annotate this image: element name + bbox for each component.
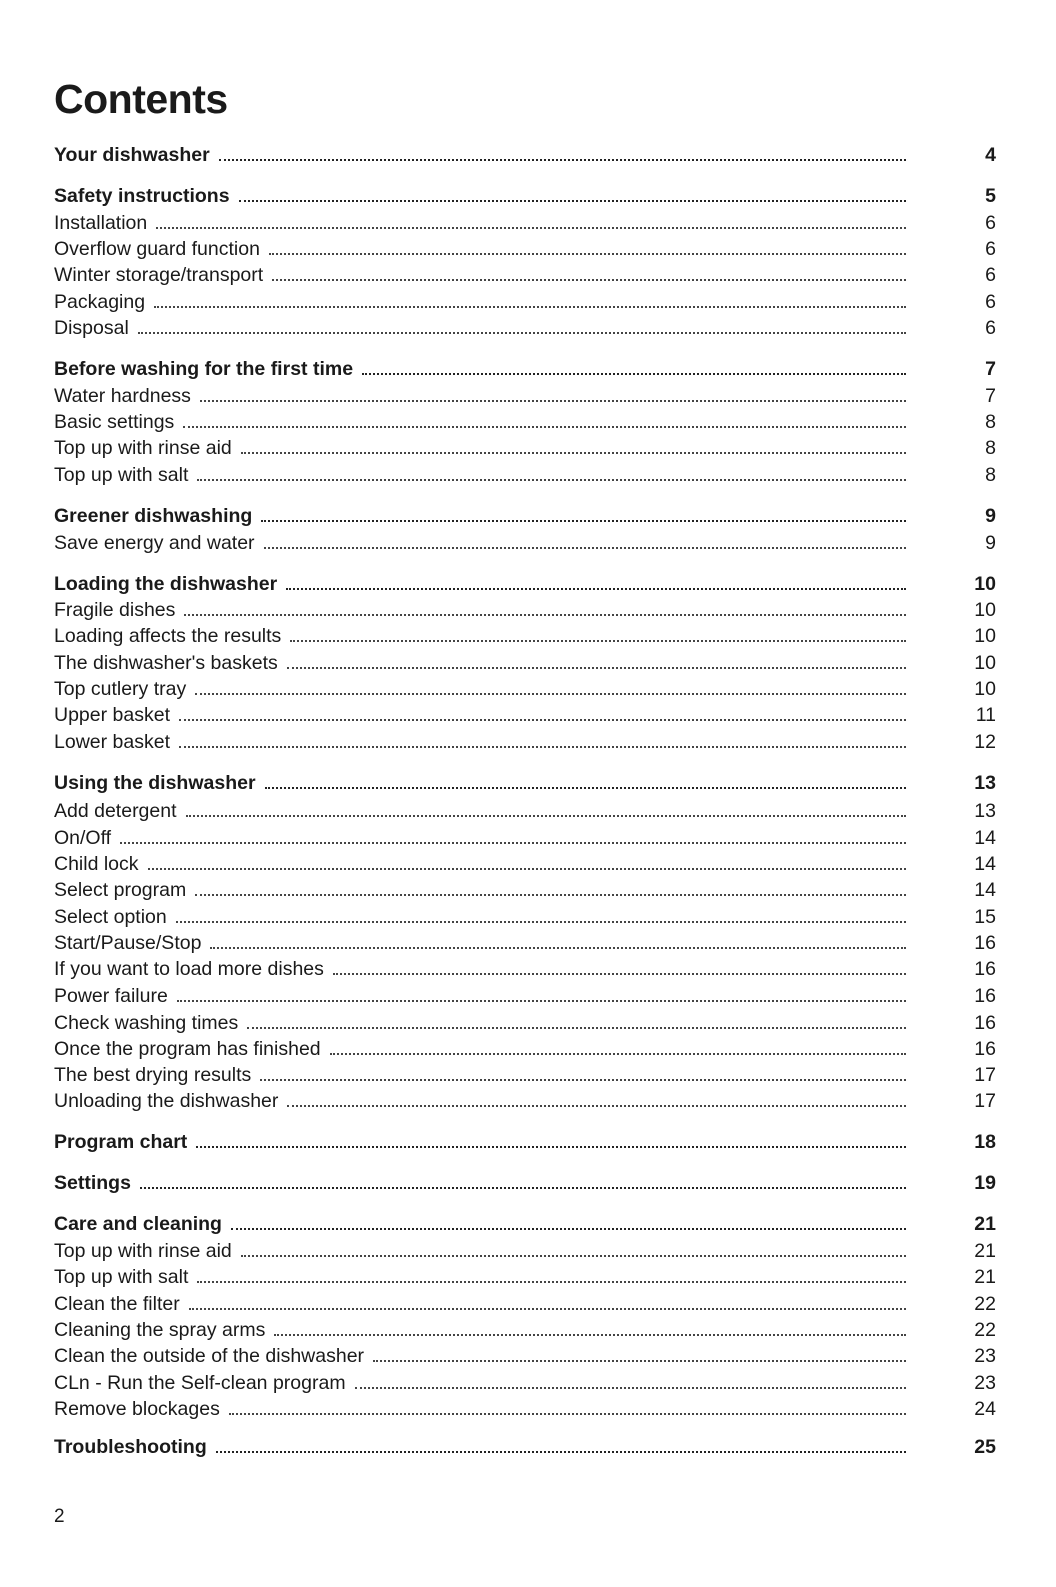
footer-page-number: 2	[54, 1506, 65, 1527]
toc-entry-page-number: 10	[974, 625, 996, 647]
dot-leader	[196, 1146, 906, 1148]
toc-entry-page-number: 4	[985, 144, 996, 166]
toc-entry-page-number: 18	[974, 1131, 996, 1153]
toc-entry	[54, 462, 996, 488]
toc-entry-label: Loading affects the results	[54, 625, 282, 647]
toc-entry	[54, 315, 996, 341]
toc-entry-label: Clean the filter	[54, 1293, 180, 1315]
toc-entry-page-number: 7	[985, 358, 996, 380]
toc-entry-label: Care and cleaning	[54, 1213, 222, 1235]
toc-entry-label: Child lock	[54, 853, 139, 875]
toc-section-entry	[54, 1170, 996, 1196]
toc-entry-page-number: 13	[974, 772, 996, 794]
toc-entry	[54, 1317, 996, 1343]
dot-leader	[239, 200, 906, 202]
toc-entry-label: Top up with rinse aid	[54, 1240, 232, 1262]
dot-leader	[176, 921, 906, 923]
toc-entry-label: Power failure	[54, 985, 168, 1007]
dot-leader	[154, 306, 906, 308]
dot-leader	[216, 1451, 906, 1453]
dot-leader	[189, 1308, 906, 1310]
toc-entry	[54, 825, 996, 851]
toc-section-entry	[54, 1129, 996, 1155]
dot-leader	[355, 1387, 906, 1389]
toc-entry-page-number: 14	[974, 853, 996, 875]
toc-entry	[54, 597, 996, 623]
toc-entry	[54, 1036, 996, 1062]
toc-entry	[54, 1238, 996, 1264]
toc-section-entry	[54, 770, 996, 796]
dot-leader	[183, 426, 906, 428]
toc-section-entry	[54, 183, 996, 209]
toc-entry-label: Fragile dishes	[54, 599, 176, 621]
toc-entry-page-number: 17	[974, 1064, 996, 1086]
toc-entry-label: The dishwasher's baskets	[54, 652, 278, 674]
toc-entry	[54, 623, 996, 649]
toc-entry	[54, 409, 996, 435]
toc-entry-label: Water hardness	[54, 385, 191, 407]
toc-entry-label: Basic settings	[54, 411, 175, 433]
dot-leader	[195, 894, 906, 896]
toc-entry-label: Disposal	[54, 317, 129, 339]
dot-leader	[287, 1105, 906, 1107]
toc-entry-label: Settings	[54, 1172, 131, 1194]
toc-entry	[54, 1291, 996, 1317]
toc-entry-page-number: 23	[974, 1345, 996, 1367]
dot-leader	[241, 1255, 906, 1257]
toc-entry-page-number: 7	[985, 385, 996, 407]
toc-entry-label: Safety instructions	[54, 185, 230, 207]
dot-leader	[197, 479, 906, 481]
toc-entry-page-number: 23	[974, 1372, 996, 1394]
toc-entry-label: Select program	[54, 879, 187, 901]
toc-entry	[54, 435, 996, 461]
toc-entry-label: Upper basket	[54, 704, 170, 726]
toc-entry-label: Overflow guard function	[54, 238, 260, 260]
dot-leader	[210, 947, 906, 949]
toc-entry-page-number: 5	[985, 185, 996, 207]
toc-entry-page-number: 21	[974, 1240, 996, 1262]
dot-leader	[333, 973, 906, 975]
toc-entry-page-number: 22	[974, 1319, 996, 1341]
toc-entry	[54, 729, 996, 755]
toc-section-entry	[54, 571, 996, 597]
toc-entry-label: CLn - Run the Self-clean program	[54, 1372, 346, 1394]
toc-entry-page-number: 14	[974, 827, 996, 849]
toc-entry-page-number: 15	[974, 906, 996, 928]
toc-entry-label: Start/Pause/Stop	[54, 932, 202, 954]
dot-leader	[177, 1000, 906, 1002]
toc-entry-label: Remove blockages	[54, 1398, 220, 1420]
toc-entry	[54, 383, 996, 409]
toc-entry-label: Top cutlery tray	[54, 678, 187, 700]
toc-entry	[54, 877, 996, 903]
toc-entry-label: Top up with salt	[54, 1266, 189, 1288]
dot-leader	[229, 1413, 906, 1415]
toc-entry-page-number: 10	[974, 678, 996, 700]
dot-leader	[290, 640, 906, 642]
dot-leader	[330, 1053, 906, 1055]
dot-leader	[286, 588, 906, 590]
toc-entry	[54, 930, 996, 956]
toc-entry-page-number: 16	[974, 1038, 996, 1060]
toc-entry-page-number: 8	[985, 464, 996, 486]
toc-entry-label: Cleaning the spray arms	[54, 1319, 266, 1341]
toc-entry	[54, 1062, 996, 1088]
toc-entry-page-number: 6	[985, 238, 996, 260]
toc-entry-page-number: 13	[974, 800, 996, 822]
toc-entry-label: Clean the outside of the dishwasher	[54, 1345, 365, 1367]
dot-leader	[197, 1281, 906, 1283]
toc-entry-page-number: 16	[974, 985, 996, 1007]
toc-entry-page-number: 16	[974, 932, 996, 954]
toc-entry	[54, 1088, 996, 1114]
dot-leader	[138, 332, 906, 334]
page-title: Contents	[54, 76, 228, 122]
toc-entry	[54, 676, 996, 702]
toc-entry	[54, 289, 996, 315]
toc-entry	[54, 650, 996, 676]
toc-entry-label: Greener dishwashing	[54, 505, 253, 527]
toc-entry-page-number: 6	[985, 317, 996, 339]
dot-leader	[274, 1334, 906, 1336]
toc-entry-label: The best drying results	[54, 1064, 252, 1086]
toc-section-entry	[54, 142, 996, 168]
dot-leader	[247, 1027, 906, 1029]
toc-entry	[54, 904, 996, 930]
toc-entry-page-number: 21	[974, 1266, 996, 1288]
dot-leader	[265, 787, 906, 789]
toc-entry-label: Save energy and water	[54, 532, 255, 554]
toc-section-entry	[54, 503, 996, 529]
toc-entry-page-number: 19	[974, 1172, 996, 1194]
dot-leader	[261, 520, 906, 522]
toc-entry-label: Installation	[54, 212, 148, 234]
dot-leader	[184, 614, 906, 616]
toc-entry-page-number: 8	[985, 437, 996, 459]
toc-entry-label: Program chart	[54, 1131, 188, 1153]
toc-entry-label: Your dishwasher	[54, 144, 210, 166]
toc-entry	[54, 530, 996, 556]
toc-entry-page-number: 10	[974, 652, 996, 674]
dot-leader	[373, 1360, 906, 1362]
toc-entry-label: Using the dishwasher	[54, 772, 256, 794]
toc-entry-page-number: 22	[974, 1293, 996, 1315]
toc-entry	[54, 236, 996, 262]
toc-entry	[54, 262, 996, 288]
toc-entry-page-number: 9	[985, 505, 996, 527]
dot-leader	[120, 842, 906, 844]
toc-entry-label: Loading the dishwasher	[54, 573, 278, 595]
toc-section-entry	[54, 1434, 996, 1460]
toc-entry-label: On/Off	[54, 827, 112, 849]
toc-entry-page-number: 16	[974, 1012, 996, 1034]
toc-entry-label: Unloading the dishwasher	[54, 1090, 279, 1112]
dot-leader	[362, 373, 906, 375]
dot-leader	[179, 746, 906, 748]
toc-entry	[54, 1343, 996, 1369]
toc-entry-label: Add detergent	[54, 800, 177, 822]
toc-entry-page-number: 16	[974, 958, 996, 980]
toc-entry	[54, 1370, 996, 1396]
toc-entry-page-number: 11	[975, 704, 996, 726]
toc-entry-label: Packaging	[54, 291, 146, 313]
dot-leader	[219, 159, 906, 161]
toc-entry	[54, 702, 996, 728]
dot-leader	[140, 1187, 906, 1189]
toc-entry-label: If you want to load more dishes	[54, 958, 324, 980]
dot-leader	[260, 1079, 906, 1081]
toc-entry	[54, 1264, 996, 1290]
toc-entry-label: Once the program has finished	[54, 1038, 321, 1060]
dot-leader	[179, 719, 906, 721]
toc-entry	[54, 851, 996, 877]
toc-section-entry	[54, 356, 996, 382]
toc-entry-page-number: 10	[974, 573, 996, 595]
dot-leader	[231, 1228, 906, 1230]
toc-entry	[54, 956, 996, 982]
toc-entry	[54, 210, 996, 236]
toc-entry-page-number: 17	[974, 1090, 996, 1112]
dot-leader	[269, 253, 906, 255]
toc-entry-label: Select option	[54, 906, 167, 928]
toc-entry-label: Top up with rinse aid	[54, 437, 232, 459]
dot-leader	[241, 452, 906, 454]
toc-entry-page-number: 10	[974, 599, 996, 621]
toc-entry-page-number: 9	[985, 532, 996, 554]
dot-leader	[156, 227, 906, 229]
toc-entry-page-number: 6	[985, 212, 996, 234]
toc-entry-page-number: 14	[974, 879, 996, 901]
dot-leader	[186, 815, 906, 817]
dot-leader	[195, 693, 906, 695]
toc-entry-page-number: 6	[985, 291, 996, 313]
dot-leader	[200, 400, 906, 402]
toc-entry-label: Top up with salt	[54, 464, 189, 486]
dot-leader	[272, 279, 906, 281]
toc-entry-label: Check washing times	[54, 1012, 239, 1034]
toc-entry-page-number: 12	[974, 731, 996, 753]
toc-entry-page-number: 25	[974, 1436, 996, 1458]
dot-leader	[264, 547, 906, 549]
toc-entry-label: Before washing for the first time	[54, 358, 354, 380]
toc-entry	[54, 983, 996, 1009]
toc-entry-label: Lower basket	[54, 731, 170, 753]
dot-leader	[287, 667, 906, 669]
toc-entry-page-number: 8	[985, 411, 996, 433]
toc-entry	[54, 1010, 996, 1036]
toc-entry-page-number: 21	[974, 1213, 996, 1235]
toc-entry-page-number: 6	[985, 264, 996, 286]
toc-entry	[54, 798, 996, 824]
table-of-contents	[54, 0, 996, 1587]
toc-section-entry	[54, 1211, 996, 1237]
dot-leader	[148, 868, 906, 870]
toc-entry-label: Troubleshooting	[54, 1436, 207, 1458]
toc-entry	[54, 1396, 996, 1422]
toc-entry-page-number: 24	[974, 1398, 996, 1420]
toc-entry-label: Winter storage/transport	[54, 264, 264, 286]
